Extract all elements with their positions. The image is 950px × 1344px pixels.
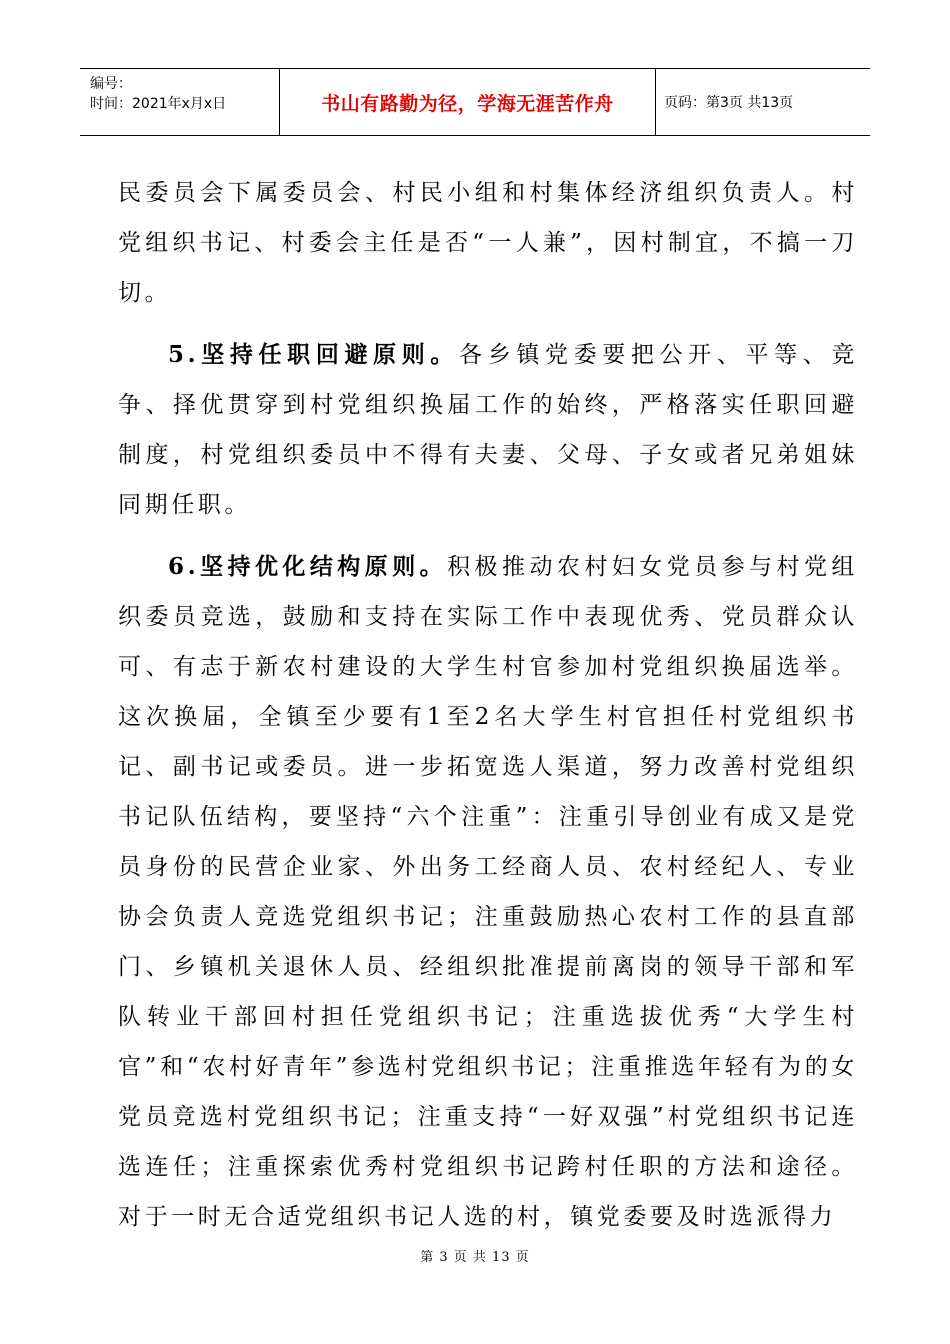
- paragraph-heading: 5.坚持任职回避原则。: [168, 341, 460, 368]
- document-body: [118, 168, 858, 1242]
- page-footer: 第 3 页 共 13 页: [420, 1250, 530, 1265]
- paragraph-text: 积极推动农村妇女党员参与村党组织委员竞选，鼓励和支持在实际工作中表现优秀、党员群众认可、有志于新农村建设的大学生村官参加村党组织换届选举。这次换届，全镇至少要有1至2名大学生村官担任村党组织书记、副书记或委员。进一步拓宽选人渠道，努力改善村党组织书记队伍结构，要坚持“六个注重”：注重引导创业有成又是党员身份的民营企业家、外出务工经商人员、农村经纪人、专业协会负责人竞选党组织书记；注重鼓励热心农村工作的县直部门、乡镇机关退休人员、经组织批准提前离岗的领导干部和军队转业干部回村担任党组织书记；注重选拔优秀“大学生村官”和“农村好青年”参选村党组织书记；注重推选年轻有为的女党员竞选村党组织书记；注重支持“一好双强”村党组织书记连选连任；注重探索优秀村党组织书记跨村任职的方法和途径。对于一时无合适党组织书记人选的村，镇党委要及时选派得力: [118, 554, 858, 1230]
- body-paragraph-5: [118, 330, 858, 530]
- body-paragraph-continuation: [118, 168, 858, 318]
- paragraph-text: 民委员会下属委员会、村民小组和村集体经济组织负责人。村党组织书记、村委会主任是否“一人兼”，因村制宜，不搞一刀切。: [118, 180, 858, 306]
- document-number-label: 编号：: [90, 76, 132, 92]
- header-motto: 书山有路勤为径，学海无涯苦作舟: [321, 92, 614, 115]
- body-paragraph-6: [118, 542, 858, 1242]
- page-header: [80, 68, 870, 136]
- document-date-label: 时间：2021年x月x日: [90, 96, 227, 112]
- header-motto-cell: [280, 69, 656, 135]
- paragraph-text: 各乡镇党委要把公开、平等、竞争、择优贯穿到村党组织换届工作的始终，严格落实任职回避制度，村党组织委员中不得有夫妻、父母、子女或者兄弟姐妹同期任职。: [118, 342, 858, 518]
- header-page-number: 页码：第3页 共13页: [664, 95, 794, 111]
- header-meta: [80, 69, 280, 135]
- paragraph-heading: 6.坚持优化结构原则。: [168, 553, 448, 580]
- header-page-cell: [656, 69, 870, 135]
